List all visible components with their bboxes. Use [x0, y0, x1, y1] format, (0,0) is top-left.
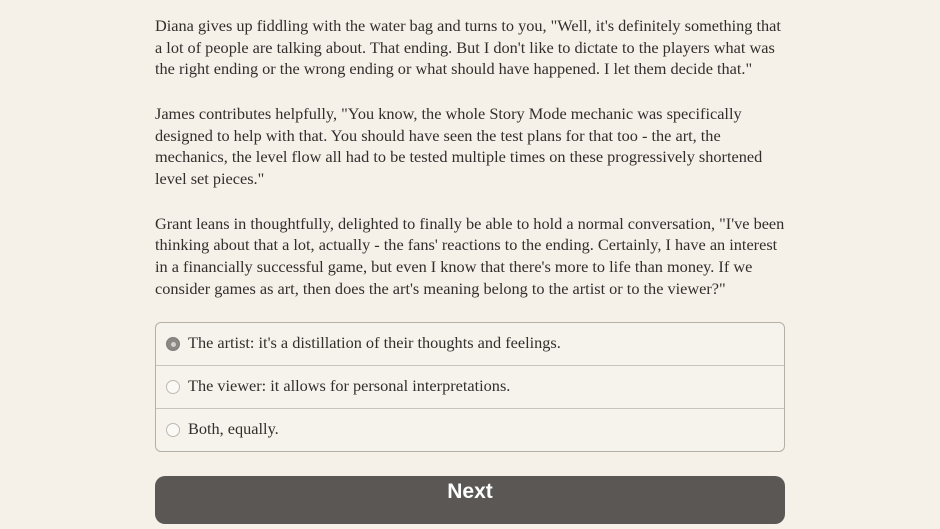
choice-option-both[interactable] [156, 409, 784, 451]
story-paragraph: James contributes helpfully, "You know, the whole Story Mode mechanic was specifically designed to help with that. You should have seen the test plans for that too - the art, the mechanics, the level flow all had to be tested multiple times on these progressively shortened level set pieces." [155, 104, 763, 189]
next-button[interactable] [155, 476, 785, 524]
story-paragraph: Grant leans in thoughtfully, delighted to finally be able to hold a normal conversation, "I've been thinking about that a lot, actually - the fans' reactions to the ending. Certainly, I have an interest in a financially successful game, but even I know that there's more to life than money. If we consider games as art, then does the art's meaning belong to the artist or to the viewer?" [155, 213, 785, 298]
next-button-label: Next [447, 480, 493, 504]
radio-button-icon[interactable] [166, 423, 180, 437]
radio-button-icon[interactable] [166, 380, 180, 394]
choice-option-label: The viewer: it allows for personal interpretations. [188, 376, 511, 396]
story-content [155, 0, 785, 524]
choice-option-artist[interactable] [156, 323, 784, 366]
story-text-block [155, 15, 785, 299]
story-paragraph: Diana gives up fiddling with the water bag and turns to you, "Well, it's definitely something that a lot of people are talking about. That ending. But I don't like to dictate to the players what was the right ending or the wrong ending or what should have happened. I let them decide that." [155, 16, 781, 79]
choice-option-viewer[interactable] [156, 366, 784, 409]
radio-button-icon[interactable] [166, 337, 180, 351]
choice-list [155, 322, 785, 452]
choice-option-label: The artist: it's a distillation of their thoughts and feelings. [188, 333, 561, 353]
choice-option-label: Both, equally. [188, 419, 279, 439]
